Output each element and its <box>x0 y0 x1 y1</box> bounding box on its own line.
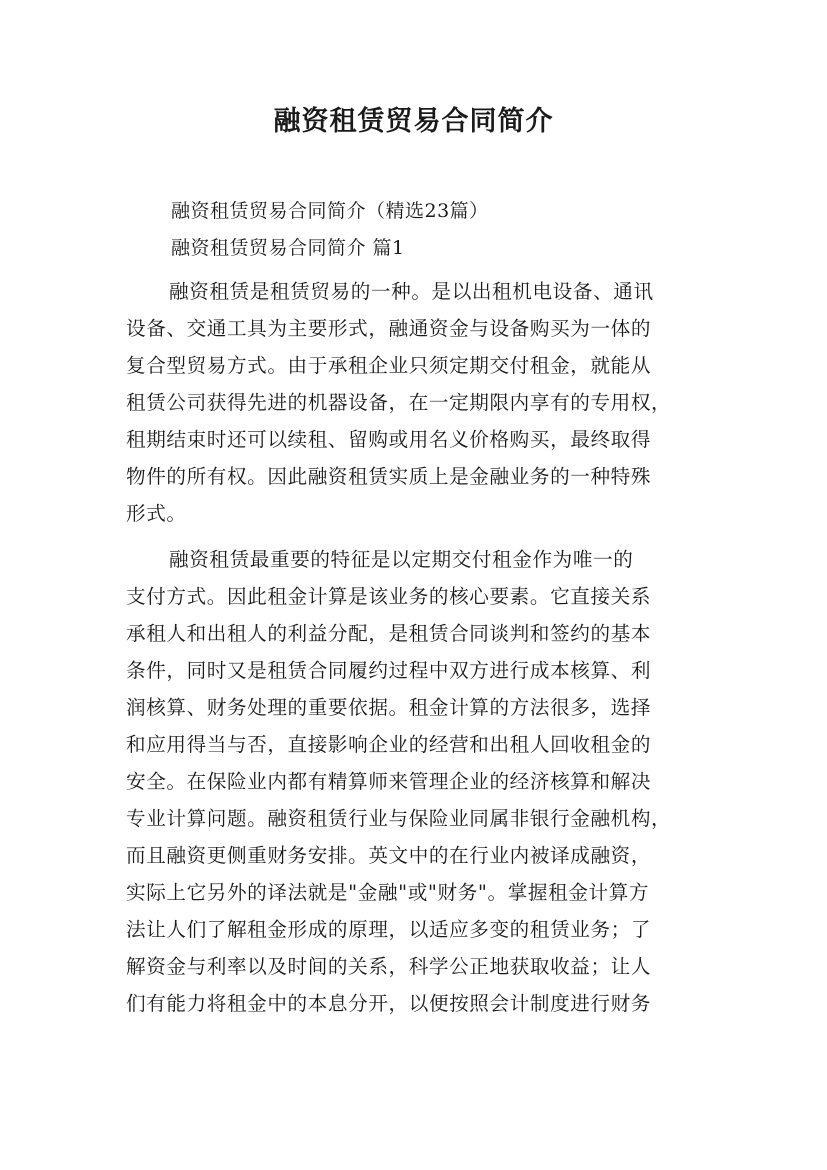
paragraph-line: 法让人们了解租金形成的原理，以适应多变的租赁业务；了 <box>126 918 652 941</box>
paragraph-line: 设备、交通工具为主要形式，融通资金与设备购买为一体的 <box>126 317 652 340</box>
paragraph-line: 融资租赁是租赁贸易的一种。是以出租机电设备、通讯 <box>169 280 654 303</box>
paragraph-line: 形式。 <box>126 502 187 525</box>
paragraph-line: 而且融资更侧重财务安排。英文中的在行业内被译成融资， <box>126 844 652 867</box>
paragraph-line: 承租人和出租人的利益分配，是租赁合同谈判和签约的基本 <box>126 622 652 645</box>
paragraph-line: 专业计算问题。融资租赁行业与保险业同属非银行金融机构， <box>126 807 672 830</box>
paragraph-line: 们有能力将租金中的本息分开，以便按照会计制度进行财务 <box>126 992 652 1015</box>
paragraph-line: 租赁公司获得先进的机器设备，在一定期限内享有的专用权， <box>126 391 672 414</box>
paragraph-line: 和应用得当与否，直接影响企业的经营和出租人回收租金的 <box>126 733 652 756</box>
paragraph-line: 租期结束时还可以续租、留购或用名义价格购买，最终取得 <box>126 428 652 451</box>
section-heading: 融资租赁贸易合同简介 篇1 <box>171 237 405 259</box>
paragraph-line: 复合型贸易方式。由于承租企业只须定期交付租金，就能从 <box>126 354 652 377</box>
paragraph-line: 解资金与利率以及时间的关系，科学公正地获取收益；让人 <box>126 955 652 978</box>
paragraph-line: 润核算、财务处理的重要依据。租金计算的方法很多，选择 <box>126 696 652 719</box>
document-title: 融资租赁贸易合同简介 <box>273 106 554 137</box>
paragraph-line: 实际上它另外的译法就是"金融"或"财务"。掌握租金计算方 <box>126 881 650 904</box>
paragraph-line: 条件，同时又是租赁合同履约过程中双方进行成本核算、利 <box>126 659 652 682</box>
document-subtitle: 融资租赁贸易合同简介（精选23篇） <box>171 200 489 222</box>
paragraph-1 <box>126 273 710 532</box>
paragraph-line: 融资租赁最重要的特征是以定期交付租金作为唯一的 <box>169 548 634 571</box>
paragraph-line: 物件的所有权。因此融资租赁实质上是金融业务的一种特殊 <box>126 465 652 488</box>
paragraph-2 <box>126 541 710 1022</box>
paragraph-line: 支付方式。因此租金计算是该业务的核心要素。它直接关系 <box>126 585 652 608</box>
paragraph-line: 安全。在保险业内都有精算师来管理企业的经济核算和解决 <box>126 770 652 793</box>
